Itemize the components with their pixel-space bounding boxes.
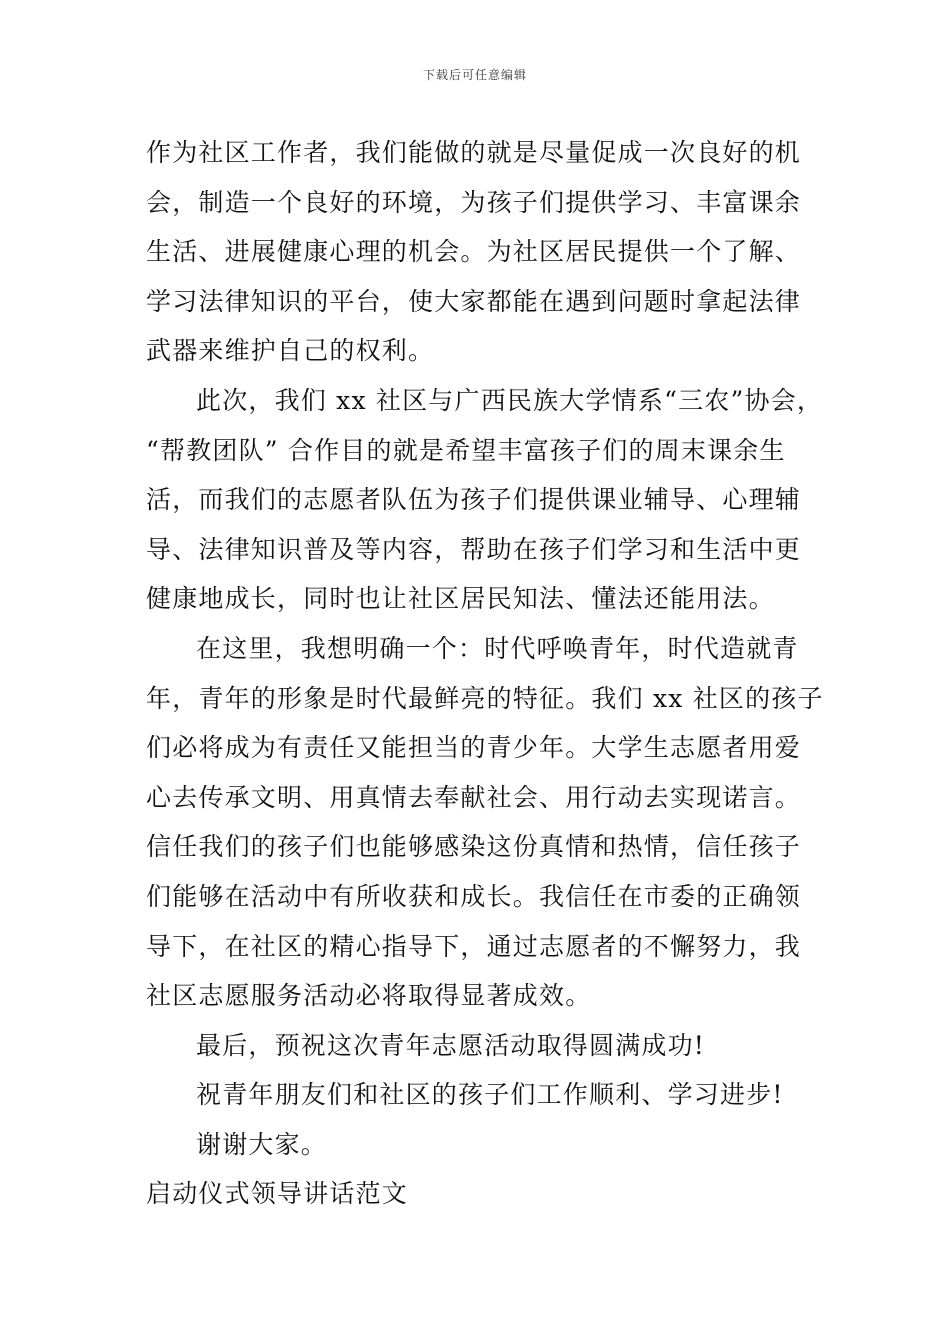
text-line: 导、法律知识普及等内容，帮助在孩子们学习和生活中更 xyxy=(146,534,802,564)
text-line: 信任我们的孩子们也能够感染这份真情和热情，信任孩子 xyxy=(146,832,802,862)
text-line: 社区志愿服务活动必将取得显著成效。 xyxy=(146,981,592,1011)
text-line: 活，而我们的志愿者队伍为孩子们提供课业辅导、心理辅 xyxy=(146,485,802,515)
text-line: 学习法律知识的平台，使大家都能在遇到问题时拿起法律 xyxy=(146,286,802,316)
section-title: 启动仪式领导讲话范文 xyxy=(146,1179,409,1209)
text-line: 在这里，我想明确一个：时代呼唤青年，时代造就青 xyxy=(196,633,799,663)
text-line: 此次，我们 xx 社区与广西民族大学情系“三农”协会， xyxy=(196,385,824,415)
text-line: 健康地成长，同时也让社区居民知法、懂法还能用法。 xyxy=(146,584,775,614)
document-body xyxy=(146,128,824,1219)
text-line: 生活、进展健康心理的机会。为社区居民提供一个了解、 xyxy=(146,237,802,267)
text-line: 导下，在社区的精心指导下，通过志愿者的不懈努力，我 xyxy=(146,931,802,961)
text-line: 们必将成为有责任又能担当的青少年。大学生志愿者用爱 xyxy=(146,733,802,763)
text-line: 会，制造一个良好的环境，为孩子们提供学习、丰富课余 xyxy=(146,187,802,217)
text-line: 祝青年朋友们和社区的孩子们工作顺利、学习进步! xyxy=(196,1080,784,1110)
page-header-note: 下载后可任意编辑 xyxy=(422,68,527,82)
text-line: 作为社区工作者，我们能做的就是尽量促成一次良好的机 xyxy=(146,138,802,167)
text-line: 心去传承文明、用真情去奉献社会、用行动去实现诺言。 xyxy=(146,782,802,812)
text-line: 谢谢大家。 xyxy=(196,1129,328,1159)
text-line: 年，青年的形象是时代最鲜亮的特征。我们 xx 社区的孩子 xyxy=(146,683,824,713)
text-line: 最后，预祝这次青年志愿活动取得圆满成功! xyxy=(196,1030,706,1060)
text-line: “帮教团队” 合作目的就是希望丰富孩子们的周末课余生 xyxy=(146,435,786,465)
text-line: 武器来维护自己的权利。 xyxy=(146,336,435,366)
text-line: 们能够在活动中有所收获和成长。我信任在市委的正确领 xyxy=(146,881,802,911)
